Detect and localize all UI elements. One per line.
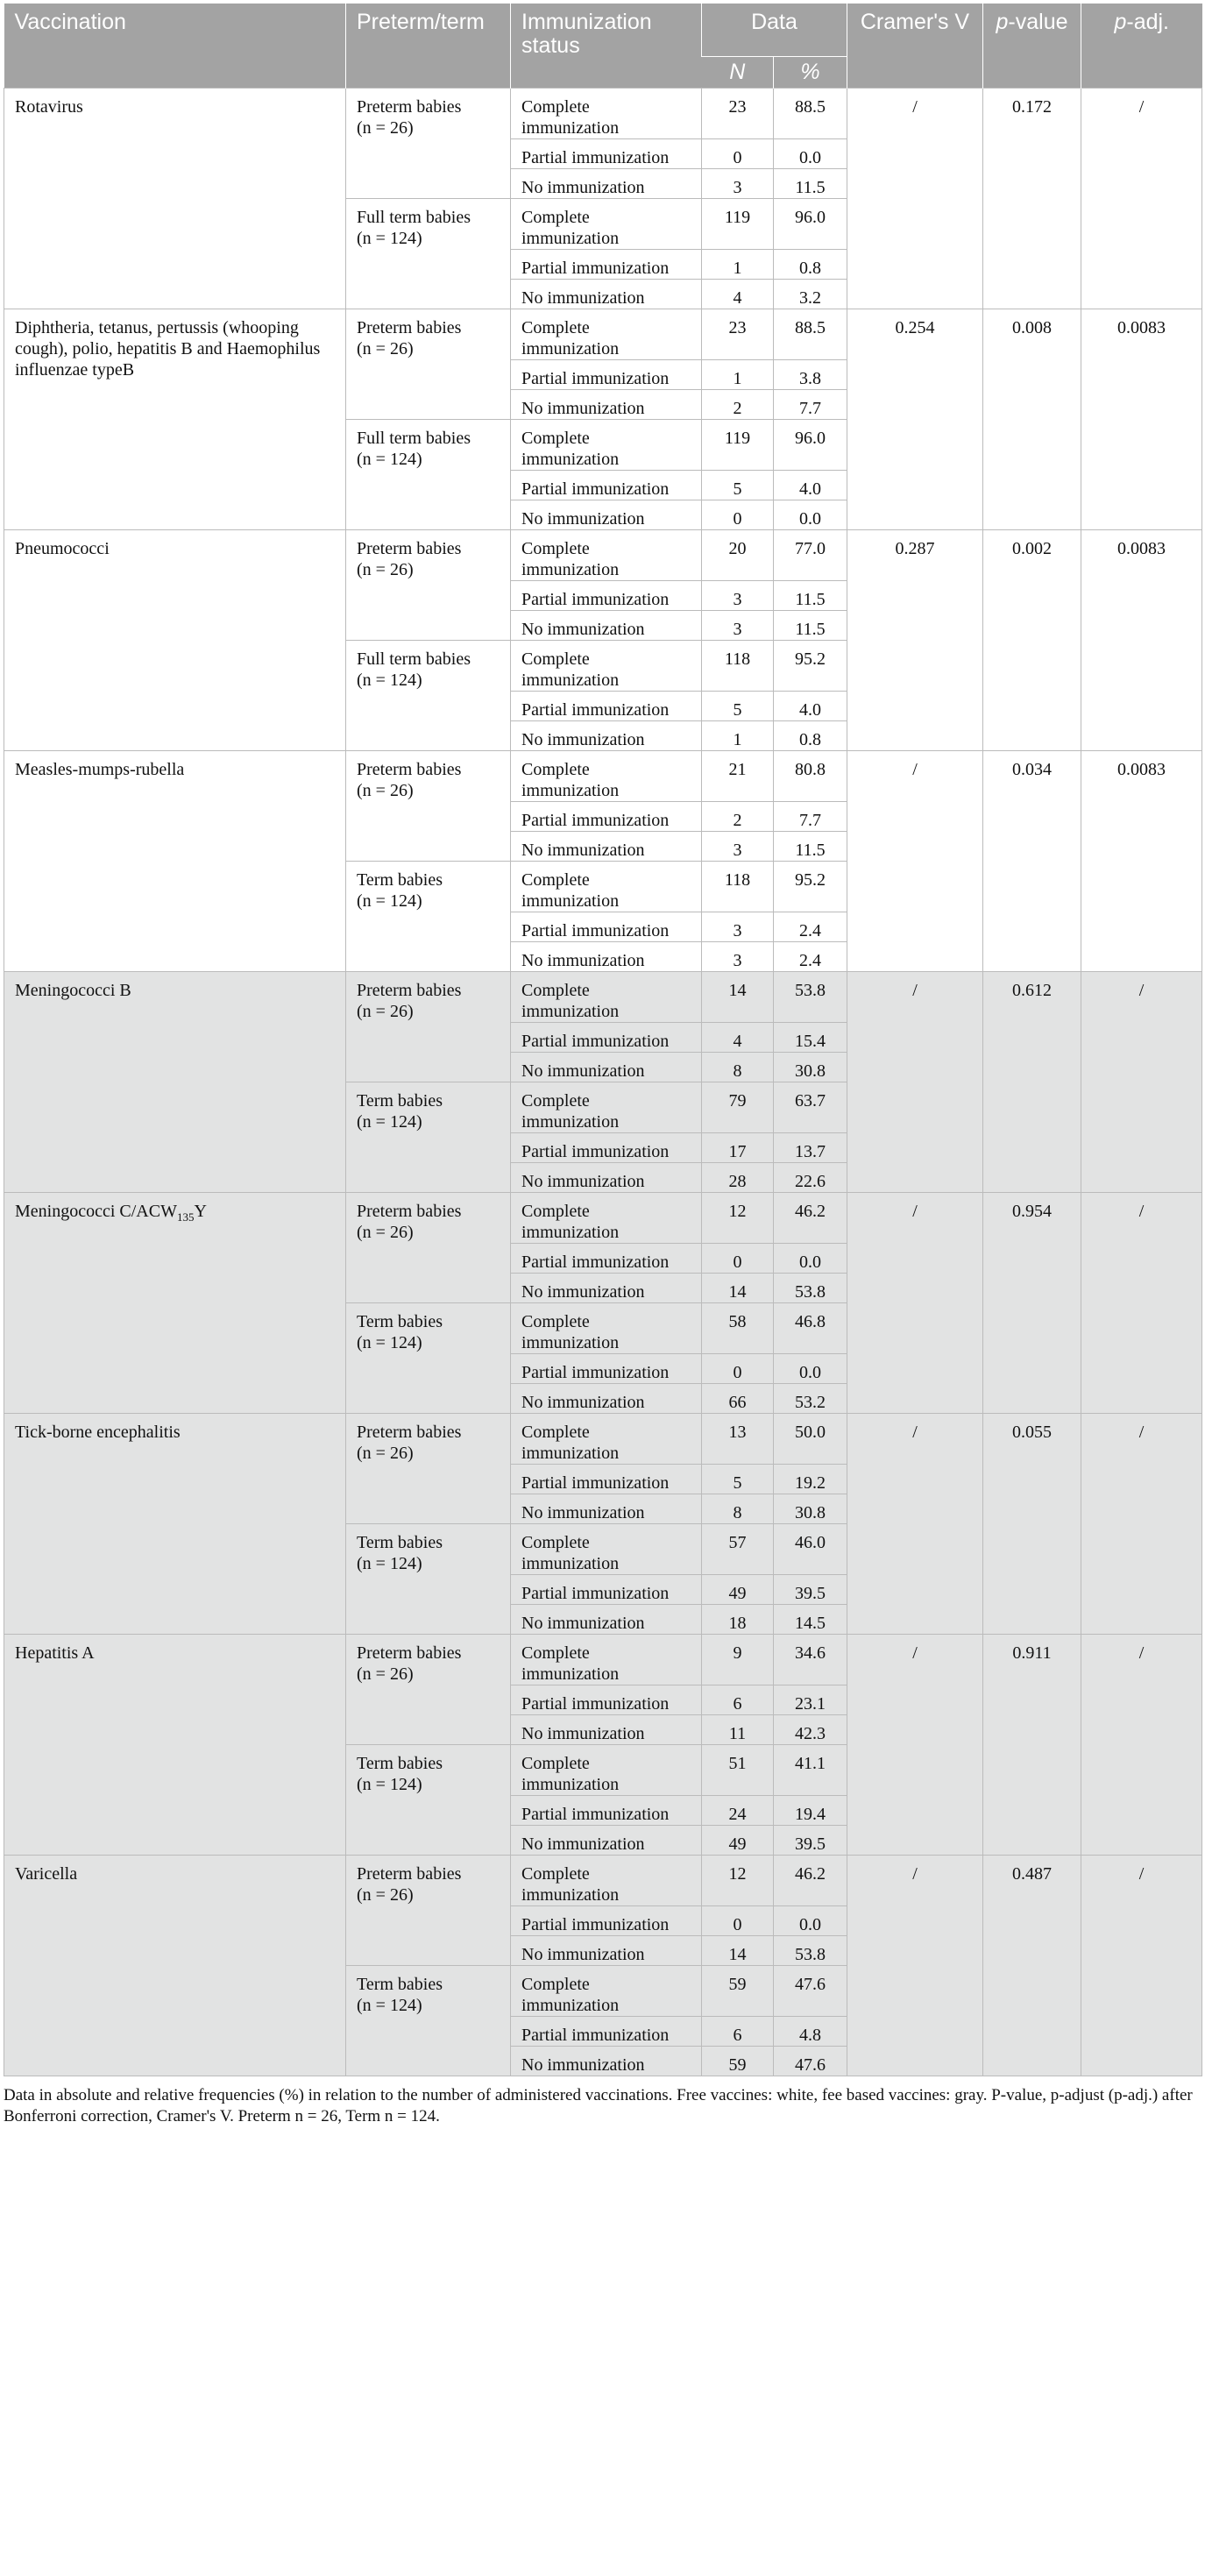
percent: 13.7 bbox=[774, 1133, 847, 1163]
vaccine-name bbox=[4, 89, 346, 309]
percent: 0.0 bbox=[774, 1244, 847, 1274]
immunization-status: Partial immunization bbox=[511, 802, 702, 832]
immunization-status: No immunization bbox=[511, 2047, 702, 2076]
immunization-status: Partial immunization bbox=[511, 471, 702, 500]
group-n: (n = 124) bbox=[357, 671, 422, 690]
p-adjusted: / bbox=[1081, 1856, 1202, 2076]
immunization-status: No immunization bbox=[511, 169, 702, 199]
cramers-v: / bbox=[847, 1193, 983, 1414]
percent: 95.2 bbox=[774, 862, 847, 912]
immunization-status: Complete immunization bbox=[511, 1635, 702, 1685]
count-n: 3 bbox=[702, 169, 774, 199]
header-pct: % bbox=[774, 57, 847, 89]
count-n: 58 bbox=[702, 1303, 774, 1354]
group-n: (n = 124) bbox=[357, 891, 422, 911]
percent: 39.5 bbox=[774, 1575, 847, 1605]
group-label-text: Term babies bbox=[357, 1533, 443, 1552]
table-row bbox=[4, 1414, 1202, 1465]
group-n: (n = 124) bbox=[357, 229, 422, 248]
immunization-status: Complete immunization bbox=[511, 1414, 702, 1465]
percent: 96.0 bbox=[774, 199, 847, 250]
vaccine-name bbox=[4, 1414, 346, 1635]
p-adjusted: 0.0083 bbox=[1081, 751, 1202, 972]
count-n: 1 bbox=[702, 721, 774, 751]
group-label bbox=[346, 641, 511, 751]
p-adjusted: / bbox=[1081, 1414, 1202, 1635]
immunization-status: No immunization bbox=[511, 390, 702, 420]
header-n: N bbox=[702, 57, 774, 89]
percent: 88.5 bbox=[774, 309, 847, 360]
vaccine-name-text: Pneumococci bbox=[15, 539, 110, 558]
immunization-status: Complete immunization bbox=[511, 530, 702, 581]
immunization-status: Complete immunization bbox=[511, 751, 702, 802]
immunization-status: Complete immunization bbox=[511, 89, 702, 139]
group-n: (n = 26) bbox=[357, 339, 414, 358]
group-label-text: Full term babies bbox=[357, 208, 471, 227]
count-n: 17 bbox=[702, 1133, 774, 1163]
vaccine-name-text: Meningococci B bbox=[15, 981, 131, 1000]
vaccine-name-text: Diphtheria, tetanus, pertussis (whooping cough), polio, hepatitis B and Haemophilus influenzae typeB bbox=[15, 318, 321, 380]
group-n: (n = 26) bbox=[357, 560, 414, 579]
vaccine-name-text: Hepatitis A bbox=[15, 1643, 95, 1663]
count-n: 12 bbox=[702, 1193, 774, 1244]
group-n: (n = 124) bbox=[357, 1112, 422, 1132]
count-n: 3 bbox=[702, 832, 774, 862]
header-data: Data bbox=[702, 4, 847, 57]
immunization-status: Complete immunization bbox=[511, 1303, 702, 1354]
vaccine-name-text: Tick-borne encephalitis bbox=[15, 1423, 181, 1442]
group-label-text: Term babies bbox=[357, 1975, 443, 1994]
percent: 53.8 bbox=[774, 972, 847, 1023]
percent: 0.8 bbox=[774, 250, 847, 280]
cramers-v: / bbox=[847, 751, 983, 972]
group-label-text: Full term babies bbox=[357, 649, 471, 669]
immunization-status: No immunization bbox=[511, 500, 702, 530]
count-n: 13 bbox=[702, 1414, 774, 1465]
group-n: (n = 124) bbox=[357, 1333, 422, 1352]
p-value: 0.911 bbox=[983, 1635, 1081, 1856]
group-label bbox=[346, 1745, 511, 1856]
count-n: 2 bbox=[702, 390, 774, 420]
count-n: 59 bbox=[702, 2047, 774, 2076]
vaccine-name bbox=[4, 309, 346, 530]
immunization-status: No immunization bbox=[511, 1494, 702, 1524]
percent: 0.8 bbox=[774, 721, 847, 751]
count-n: 3 bbox=[702, 581, 774, 611]
cramers-v: 0.254 bbox=[847, 309, 983, 530]
immunization-status: No immunization bbox=[511, 1163, 702, 1193]
group-label-text: Term babies bbox=[357, 1754, 443, 1773]
count-n: 1 bbox=[702, 360, 774, 390]
group-n: (n = 124) bbox=[357, 450, 422, 469]
count-n: 18 bbox=[702, 1605, 774, 1635]
percent: 42.3 bbox=[774, 1715, 847, 1745]
header-vaccination: Vaccination bbox=[4, 4, 346, 89]
group-label-text: Preterm babies bbox=[357, 1643, 462, 1663]
count-n: 20 bbox=[702, 530, 774, 581]
group-n: (n = 26) bbox=[357, 1444, 414, 1463]
count-n: 8 bbox=[702, 1053, 774, 1082]
table-row bbox=[4, 1856, 1202, 1906]
table-row bbox=[4, 530, 1202, 581]
cramers-v: / bbox=[847, 89, 983, 309]
count-n: 11 bbox=[702, 1715, 774, 1745]
header-padj: p-adj. bbox=[1081, 4, 1202, 89]
cramers-v: 0.287 bbox=[847, 530, 983, 751]
immunization-status: Complete immunization bbox=[511, 641, 702, 692]
immunization-status: Complete immunization bbox=[511, 199, 702, 250]
immunization-status: Complete immunization bbox=[511, 862, 702, 912]
immunization-status: No immunization bbox=[511, 721, 702, 751]
immunization-status: Complete immunization bbox=[511, 309, 702, 360]
percent: 50.0 bbox=[774, 1414, 847, 1465]
group-label-text: Term babies bbox=[357, 1091, 443, 1111]
immunization-status: No immunization bbox=[511, 1274, 702, 1303]
count-n: 0 bbox=[702, 1244, 774, 1274]
percent: 15.4 bbox=[774, 1023, 847, 1053]
percent: 11.5 bbox=[774, 169, 847, 199]
table-body bbox=[4, 89, 1202, 2076]
percent: 53.8 bbox=[774, 1274, 847, 1303]
group-label-text: Preterm babies bbox=[357, 760, 462, 779]
p-value: 0.954 bbox=[983, 1193, 1081, 1414]
table-row bbox=[4, 1193, 1202, 1244]
count-n: 3 bbox=[702, 611, 774, 641]
count-n: 79 bbox=[702, 1082, 774, 1133]
immunization-status: Partial immunization bbox=[511, 692, 702, 721]
count-n: 119 bbox=[702, 420, 774, 471]
group-n: (n = 26) bbox=[357, 1002, 414, 1021]
count-n: 14 bbox=[702, 1274, 774, 1303]
percent: 46.8 bbox=[774, 1303, 847, 1354]
immunization-status: Partial immunization bbox=[511, 1244, 702, 1274]
vaccine-name bbox=[4, 1856, 346, 2076]
p-value: 0.055 bbox=[983, 1414, 1081, 1635]
immunization-status: Partial immunization bbox=[511, 2017, 702, 2047]
group-label bbox=[346, 1082, 511, 1193]
vaccine-name bbox=[4, 1193, 346, 1414]
count-n: 118 bbox=[702, 862, 774, 912]
percent: 88.5 bbox=[774, 89, 847, 139]
immunization-status: No immunization bbox=[511, 942, 702, 972]
count-n: 4 bbox=[702, 280, 774, 309]
group-label bbox=[346, 309, 511, 420]
immunization-status: No immunization bbox=[511, 280, 702, 309]
p-adjusted: / bbox=[1081, 89, 1202, 309]
vaccine-name-text: Meningococci C/ACW bbox=[15, 1202, 177, 1221]
header-cramer: Cramer's V bbox=[847, 4, 983, 89]
percent: 46.2 bbox=[774, 1193, 847, 1244]
cramers-v: / bbox=[847, 1635, 983, 1856]
percent: 3.8 bbox=[774, 360, 847, 390]
immunization-status: Partial immunization bbox=[511, 1796, 702, 1826]
percent: 7.7 bbox=[774, 802, 847, 832]
group-label bbox=[346, 1193, 511, 1303]
percent: 23.1 bbox=[774, 1685, 847, 1715]
group-label-text: Full term babies bbox=[357, 429, 471, 448]
group-label-text: Preterm babies bbox=[357, 1423, 462, 1442]
group-label bbox=[346, 1414, 511, 1524]
group-label bbox=[346, 1524, 511, 1635]
count-n: 4 bbox=[702, 1023, 774, 1053]
p-value: 0.487 bbox=[983, 1856, 1081, 2076]
percent: 34.6 bbox=[774, 1635, 847, 1685]
p-adjusted: 0.0083 bbox=[1081, 530, 1202, 751]
immunization-status: Complete immunization bbox=[511, 972, 702, 1023]
p-adjusted: 0.0083 bbox=[1081, 309, 1202, 530]
immunization-status: Complete immunization bbox=[511, 1524, 702, 1575]
percent: 11.5 bbox=[774, 611, 847, 641]
count-n: 21 bbox=[702, 751, 774, 802]
group-label bbox=[346, 1856, 511, 1966]
count-n: 14 bbox=[702, 972, 774, 1023]
count-n: 6 bbox=[702, 2017, 774, 2047]
percent: 30.8 bbox=[774, 1053, 847, 1082]
immunization-status: No immunization bbox=[511, 1384, 702, 1414]
percent: 19.4 bbox=[774, 1796, 847, 1826]
table-row bbox=[4, 751, 1202, 802]
group-n: (n = 26) bbox=[357, 1885, 414, 1905]
cramers-v: / bbox=[847, 1856, 983, 2076]
immunization-status: Complete immunization bbox=[511, 1745, 702, 1796]
percent: 19.2 bbox=[774, 1465, 847, 1494]
vaccine-name-text: Measles-mumps-rubella bbox=[15, 760, 185, 779]
table-row bbox=[4, 1635, 1202, 1685]
percent: 0.0 bbox=[774, 1906, 847, 1936]
percent: 30.8 bbox=[774, 1494, 847, 1524]
immunization-status: No immunization bbox=[511, 1605, 702, 1635]
vaccination-table bbox=[4, 4, 1202, 2076]
count-n: 1 bbox=[702, 250, 774, 280]
immunization-status: No immunization bbox=[511, 1826, 702, 1856]
group-n: (n = 26) bbox=[357, 781, 414, 800]
group-n: (n = 124) bbox=[357, 1554, 422, 1573]
immunization-status: Complete immunization bbox=[511, 420, 702, 471]
immunization-status: No immunization bbox=[511, 1715, 702, 1745]
group-label bbox=[346, 972, 511, 1082]
percent: 11.5 bbox=[774, 832, 847, 862]
percent: 0.0 bbox=[774, 139, 847, 169]
group-label bbox=[346, 862, 511, 972]
count-n: 8 bbox=[702, 1494, 774, 1524]
count-n: 3 bbox=[702, 912, 774, 942]
table-container bbox=[4, 4, 1201, 2127]
percent: 7.7 bbox=[774, 390, 847, 420]
count-n: 0 bbox=[702, 500, 774, 530]
count-n: 119 bbox=[702, 199, 774, 250]
count-n: 23 bbox=[702, 309, 774, 360]
group-n: (n = 124) bbox=[357, 1775, 422, 1794]
percent: 11.5 bbox=[774, 581, 847, 611]
group-label bbox=[346, 89, 511, 199]
vaccine-name bbox=[4, 1635, 346, 1856]
p-adjusted: / bbox=[1081, 1193, 1202, 1414]
count-n: 5 bbox=[702, 1465, 774, 1494]
percent: 14.5 bbox=[774, 1605, 847, 1635]
percent: 96.0 bbox=[774, 420, 847, 471]
percent: 22.6 bbox=[774, 1163, 847, 1193]
immunization-status: Partial immunization bbox=[511, 912, 702, 942]
group-label bbox=[346, 420, 511, 530]
count-n: 12 bbox=[702, 1856, 774, 1906]
count-n: 0 bbox=[702, 139, 774, 169]
table-row bbox=[4, 972, 1202, 1023]
immunization-status: Partial immunization bbox=[511, 1023, 702, 1053]
group-label-text: Term babies bbox=[357, 870, 443, 890]
immunization-status: No immunization bbox=[511, 832, 702, 862]
group-n: (n = 26) bbox=[357, 1223, 414, 1242]
percent: 63.7 bbox=[774, 1082, 847, 1133]
group-label-text: Preterm babies bbox=[357, 1202, 462, 1221]
group-label-text: Preterm babies bbox=[357, 1864, 462, 1884]
count-n: 14 bbox=[702, 1936, 774, 1966]
count-n: 28 bbox=[702, 1163, 774, 1193]
cramers-v: / bbox=[847, 972, 983, 1193]
count-n: 49 bbox=[702, 1575, 774, 1605]
percent: 47.6 bbox=[774, 1966, 847, 2017]
count-n: 49 bbox=[702, 1826, 774, 1856]
immunization-status: Partial immunization bbox=[511, 250, 702, 280]
percent: 80.8 bbox=[774, 751, 847, 802]
percent: 2.4 bbox=[774, 942, 847, 972]
percent: 53.8 bbox=[774, 1936, 847, 1966]
group-label bbox=[346, 199, 511, 309]
p-value: 0.008 bbox=[983, 309, 1081, 530]
percent: 4.0 bbox=[774, 692, 847, 721]
percent: 4.8 bbox=[774, 2017, 847, 2047]
vaccine-name bbox=[4, 972, 346, 1193]
p-adjusted: / bbox=[1081, 972, 1202, 1193]
cramers-v: / bbox=[847, 1414, 983, 1635]
count-n: 5 bbox=[702, 692, 774, 721]
immunization-status: Complete immunization bbox=[511, 1966, 702, 2017]
group-label-text: Preterm babies bbox=[357, 539, 462, 558]
p-value: 0.172 bbox=[983, 89, 1081, 309]
percent: 46.0 bbox=[774, 1524, 847, 1575]
group-n: (n = 26) bbox=[357, 118, 414, 138]
immunization-status: Partial immunization bbox=[511, 360, 702, 390]
immunization-status: Partial immunization bbox=[511, 581, 702, 611]
immunization-status: Complete immunization bbox=[511, 1856, 702, 1906]
percent: 53.2 bbox=[774, 1384, 847, 1414]
group-label-text: Term babies bbox=[357, 1312, 443, 1331]
percent: 41.1 bbox=[774, 1745, 847, 1796]
count-n: 0 bbox=[702, 1906, 774, 1936]
count-n: 24 bbox=[702, 1796, 774, 1826]
percent: 46.2 bbox=[774, 1856, 847, 1906]
count-n: 51 bbox=[702, 1745, 774, 1796]
vaccine-name-text: Rotavirus bbox=[15, 97, 83, 117]
immunization-status: Partial immunization bbox=[511, 1575, 702, 1605]
group-label-text: Preterm babies bbox=[357, 981, 462, 1000]
header-group: Preterm/term bbox=[346, 4, 511, 89]
table-row bbox=[4, 89, 1202, 139]
immunization-status: No immunization bbox=[511, 611, 702, 641]
vaccine-name-suffix: Y bbox=[194, 1202, 207, 1221]
count-n: 118 bbox=[702, 641, 774, 692]
count-n: 0 bbox=[702, 1354, 774, 1384]
immunization-status: Partial immunization bbox=[511, 139, 702, 169]
count-n: 3 bbox=[702, 942, 774, 972]
header-status: Immunization status bbox=[511, 4, 702, 89]
percent: 4.0 bbox=[774, 471, 847, 500]
group-label-text: Preterm babies bbox=[357, 97, 462, 117]
p-value: 0.034 bbox=[983, 751, 1081, 972]
count-n: 9 bbox=[702, 1635, 774, 1685]
vaccine-name bbox=[4, 530, 346, 751]
immunization-status: Partial immunization bbox=[511, 1465, 702, 1494]
percent: 2.4 bbox=[774, 912, 847, 942]
percent: 39.5 bbox=[774, 1826, 847, 1856]
group-label bbox=[346, 751, 511, 862]
count-n: 66 bbox=[702, 1384, 774, 1414]
group-label-text: Preterm babies bbox=[357, 318, 462, 337]
header-pvalue: p-value bbox=[983, 4, 1081, 89]
immunization-status: Complete immunization bbox=[511, 1193, 702, 1244]
immunization-status: Complete immunization bbox=[511, 1082, 702, 1133]
vaccine-name-text: Varicella bbox=[15, 1864, 78, 1884]
count-n: 6 bbox=[702, 1685, 774, 1715]
group-n: (n = 26) bbox=[357, 1664, 414, 1684]
count-n: 5 bbox=[702, 471, 774, 500]
group-label bbox=[346, 530, 511, 641]
count-n: 57 bbox=[702, 1524, 774, 1575]
p-adjusted: / bbox=[1081, 1635, 1202, 1856]
percent: 77.0 bbox=[774, 530, 847, 581]
immunization-status: Partial immunization bbox=[511, 1906, 702, 1936]
percent: 3.2 bbox=[774, 280, 847, 309]
group-label bbox=[346, 1635, 511, 1745]
group-label bbox=[346, 1303, 511, 1414]
vaccine-name-subscript: 135 bbox=[176, 1210, 195, 1224]
percent: 47.6 bbox=[774, 2047, 847, 2076]
count-n: 23 bbox=[702, 89, 774, 139]
percent: 0.0 bbox=[774, 500, 847, 530]
group-n: (n = 124) bbox=[357, 1996, 422, 2015]
p-value: 0.002 bbox=[983, 530, 1081, 751]
vaccine-name bbox=[4, 751, 346, 972]
immunization-status: Partial immunization bbox=[511, 1133, 702, 1163]
percent: 95.2 bbox=[774, 641, 847, 692]
count-n: 59 bbox=[702, 1966, 774, 2017]
count-n: 2 bbox=[702, 802, 774, 832]
p-value: 0.612 bbox=[983, 972, 1081, 1193]
table-footnote: Data in absolute and relative frequencies (%) in relation to the number of administered vaccinations. Free vaccines: white, fee based vaccines: gray. P-value, p-adjust (p-adj.) after Bonferroni correction, Cramer's V. Preterm n = 26, Term n = 124. bbox=[4, 2086, 1193, 2125]
group-label bbox=[346, 1966, 511, 2076]
immunization-status: Partial immunization bbox=[511, 1685, 702, 1715]
table-row bbox=[4, 309, 1202, 360]
immunization-status: No immunization bbox=[511, 1936, 702, 1966]
percent: 0.0 bbox=[774, 1354, 847, 1384]
immunization-status: No immunization bbox=[511, 1053, 702, 1082]
immunization-status: Partial immunization bbox=[511, 1354, 702, 1384]
